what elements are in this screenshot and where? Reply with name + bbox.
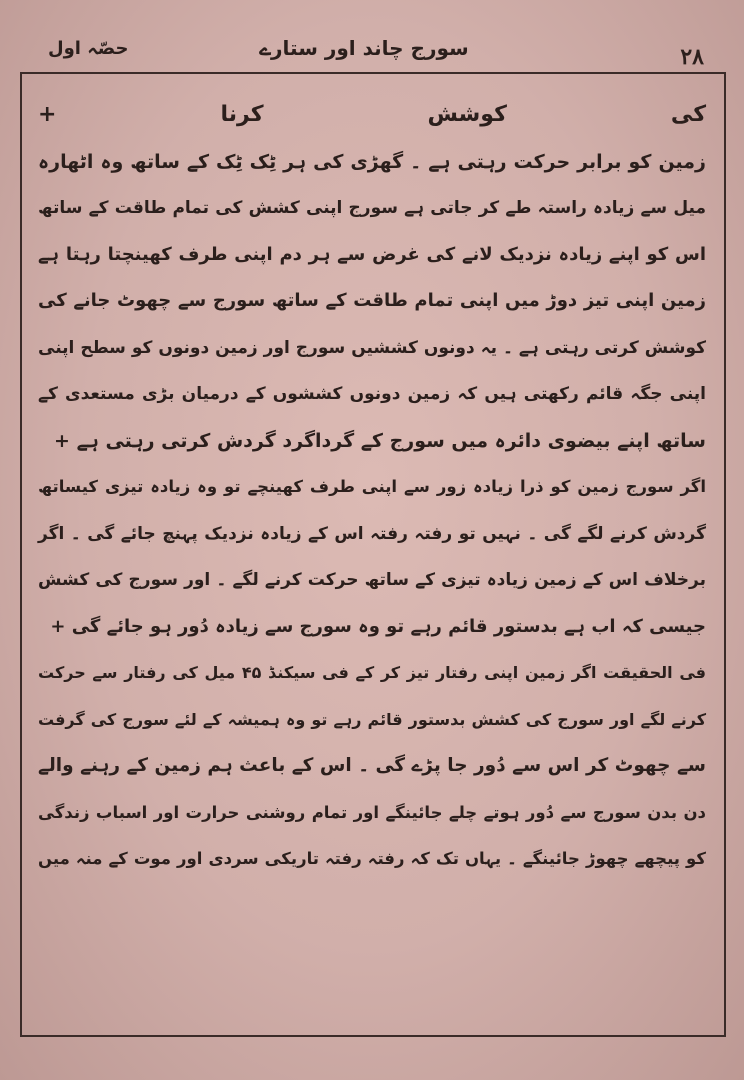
text-line: اگر سورج زمین کو ذرا زیادہ زور سے اپنی طرف کھینچے تو وہ زیادہ تیزی کیساتھ [38,477,706,496]
text-line: اس کو اپنے زیادہ نزدیک لانے کی غرض سے ہر دم اپنی طرف کھینچتا رہتا ہے [38,243,706,265]
text-line: جیسی کہ اب ہے بدستور قائم رہے تو وہ سورج سے زیادہ دُور ہو جائے گی + [50,615,706,637]
text-line: ساتھ اپنے بیضوی دائرہ میں سورج کے گرداگرد گردش کرتی رہتی ہے + [54,429,706,452]
text-line: فی الحقیقت اگر زمین اپنی رفتار تیز کر کے فی سیکنڈ ۴۵ میل کی رفتار سے حرکت [38,663,706,682]
text-line: برخلاف اس کے زمین زیادہ تیزی کے ساتھ حرکت کرنے لگے ۔ اور سورج کی کشش [38,570,706,590]
text-line: کی کوشش کرنا + [38,102,706,127]
text-line: زمین کو برابر حرکت رہتی ہے ۔ گھڑی کی ہر ٹِک ٹِک کے ساتھ وہ اٹھارہ [38,150,706,173]
running-head: حصّہ اول [48,38,129,59]
text-line: میل سے زیادہ راستہ طے کر جاتی ہے سورج اپنی کشش کی تمام طاقت کے ساتھ [38,198,706,218]
body-text [38,92,706,883]
text-line: گردش کرنے لگے گی ۔ نہیں تو رفتہ رفتہ اس کے زیادہ نزدیک پہنچ جائے گی ۔ اگر [38,523,706,544]
text-line: سے چھوٹ کر اس سے دُور جا پڑے گی ۔ اس کے باعث ہم زمین کے رہنے والے [38,755,706,776]
page-number: ۲۸ [680,44,704,70]
page-header [24,34,704,70]
text-line: دن بدن سورج سے دُور ہوتے چلے جائینگے اور تمام روشنی حرارت اور اسباب زندگی [38,802,706,822]
text-line: اپنی جگہ قائم رکھتی ہیں کہ زمین دونوں کششوں کے درمیان بڑی مستعدی کے [38,384,706,404]
text-line: کوشش کرتی رہتی ہے ۔ یہ دونوں کششیں سورج اور زمین دونوں کو سطح اپنی [38,337,706,358]
text-line: زمین اپنی تیز دوڑ میں اپنی تمام طاقت کے ساتھ سورج سے چھوٹ جانے کی [38,290,706,311]
page-title: سورج چاند اور ستارے [259,36,469,60]
text-line: کو پیچھے چھوڑ جائینگے ۔ یہاں تک کہ رفتہ رفتہ تاریکی سردی اور موت کے منہ میں [38,849,706,868]
text-line: کرنے لگے اور سورج کی کشش بدستور قائم رہے تو وہ ہمیشہ کے لئے سورج کی گرفت [38,709,706,729]
